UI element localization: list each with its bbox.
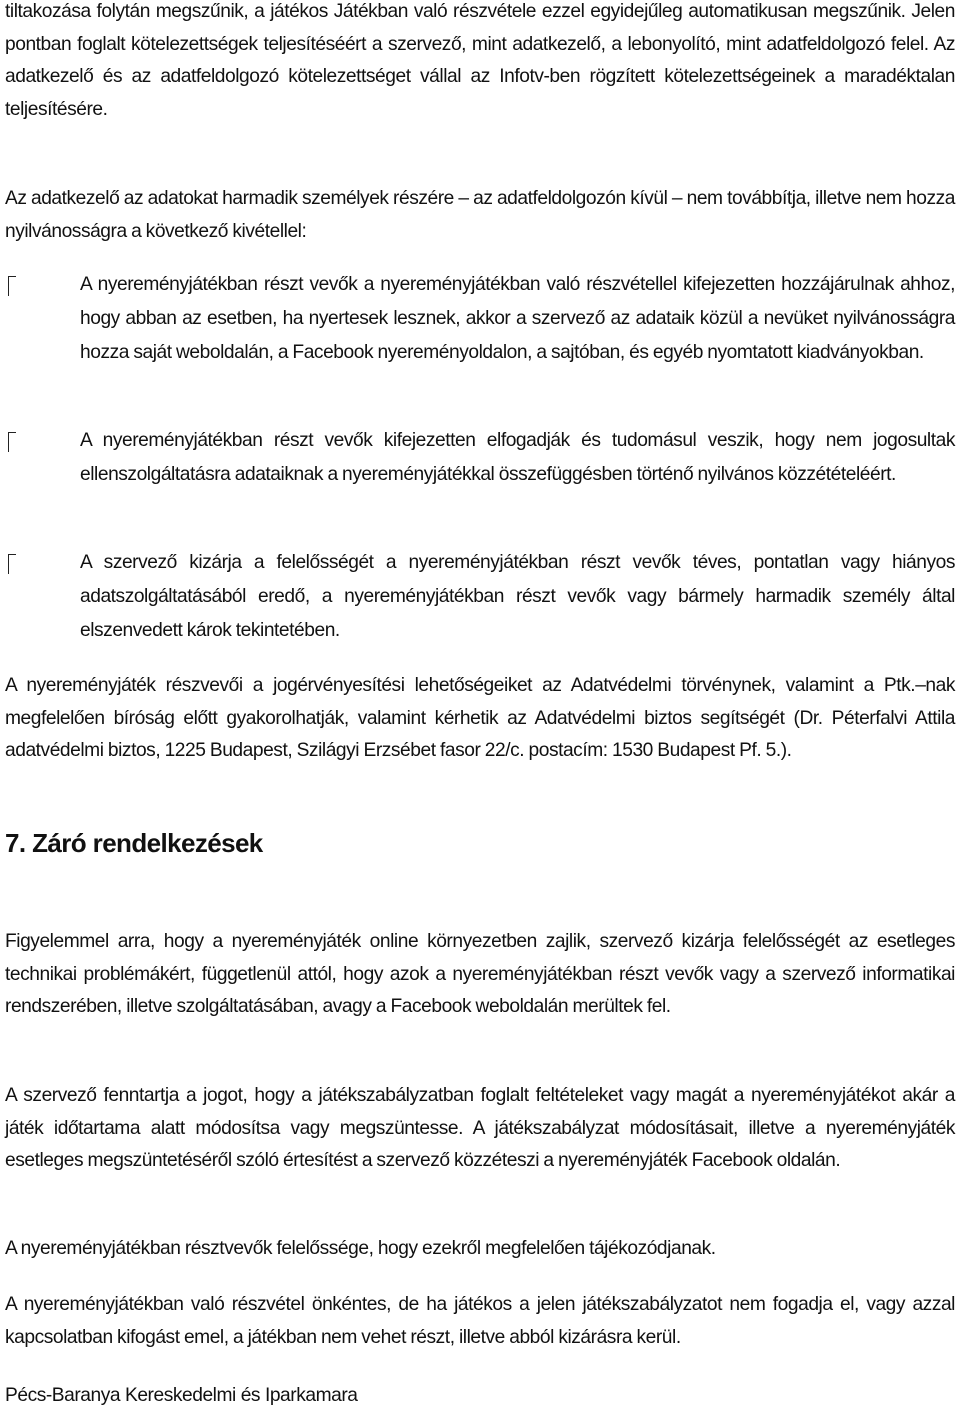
- paragraph-legal-remedies: A nyereményjáték részvevői a jogérvényesítési lehetőségeiket az Adatvédelmi törvénynek, valamint a Ptk.–nak megfelelően bíróság előtt gyakorolhatják, valamint kérhetik az Adatvédelmi biztos segítségét (Dr. Péterfalvi Attila adatvédelmi biztos, 1225 Budapest, Szilágyi Erzsébet fasor 22/c. postacím: 1530 Budapest Pf. 5.).: [5, 675, 955, 761]
- bullet-bracket-icon: [8, 432, 16, 452]
- signature-organization: Pécs-Baranya Kereskedelmi és Iparkamara: [5, 1385, 358, 1406]
- section-heading: 7. Záró rendelkezések: [5, 828, 263, 858]
- paragraph-data-transfer-exception: Az adatkezelő az adatokat harmadik személyek részére – az adatfeldolgozón kívül – nem továbbítja, illetve nem hozza nyilvánosságra a következő kivétellel:: [5, 188, 955, 242]
- bullet-text: A nyereményjátékban részt vevők a nyereményjátékban való részvétellel kifejezetten hozzájárulnak ahhoz, hogy abban az esetben, ha nyertesek lesznek, akkor a szervező az adataik közül a nevüket nyilvánosságra hozza saját weboldalán, a Facebook nyereményoldalon, a sajtóban, és egyéb nyomtatott kiadványokban.: [80, 274, 955, 363]
- bullet-text: A nyereményjátékban részt vevők kifejezetten elfogadják és tudomásul veszik, hogy nem jogosultak ellenszolgáltatásra adataiknak a nyereményjátékkal összefüggésben történő nyilvános közzétételéért.: [80, 430, 955, 485]
- paragraph-participant-responsibility: A nyereményjátékban résztvevők felelőssége, hogy ezekről megfelelően tájékozódjanak.: [5, 1238, 716, 1259]
- paragraph-technical-liability: Figyelemmel arra, hogy a nyereményjáték online környezetben zajlik, szervező kizárja felelősségét az esetleges technikai problémákért, függetlenül attól, hogy azok a nyereményjátékban részt vevők vagy a szervező informatikai rendszerében, illetve szolgáltatásában, avagy a Facebook weboldalán merültek fel.: [5, 931, 955, 1017]
- bullet-bracket-icon: [8, 554, 16, 574]
- paragraph-rule-changes: A szervező fenntartja a jogot, hogy a játékszabályzatban foglalt feltételeket vagy magát a nyereményjátékot akár a játék időtartama alatt módosítsa vagy megszüntesse. A játékszabályzat módosításait, illetve a nyereményjáték esetleges megszüntetéséről szóló értesítést a szervező közzéteszi a nyereményjáték Facebook oldalán.: [5, 1085, 955, 1171]
- bullet-text: A szervező kizárja a felelősségét a nyereményjátékban részt vevők téves, pontatlan vagy hiányos adatszolgáltatásából eredő, a nyereményjátékban részt vevők vagy bármely harmadik személy által elszenvedett károk tekintetében.: [80, 552, 955, 641]
- bullet-bracket-icon: [8, 276, 16, 296]
- paragraph-voluntary-participation: A nyereményjátékban való részvétel önkéntes, de ha játékos a jelen játékszabályzatot nem fogadja el, vagy azzal kapcsolatban kifogást emel, a játékban nem vehet részt, illetve abból kizárásra kerül.: [5, 1294, 955, 1348]
- paragraph-data-processing-end: tiltakozása folytán megszűnik, a játékos Játékban való részvétele ezzel egyidejűleg automatikusan megszűnik. Jelen pontban foglalt kötelezettségek teljesítéséért a szervező, mint adatkezelő, a lebonyolító, mint adatfeldolgozó felel. Az adatkezelő és az adatfeldolgozó kötelezettséget vállal az Infotv-ben rögzített kötelezettségeinek a maradéktalan teljesítésére.: [5, 1, 955, 120]
